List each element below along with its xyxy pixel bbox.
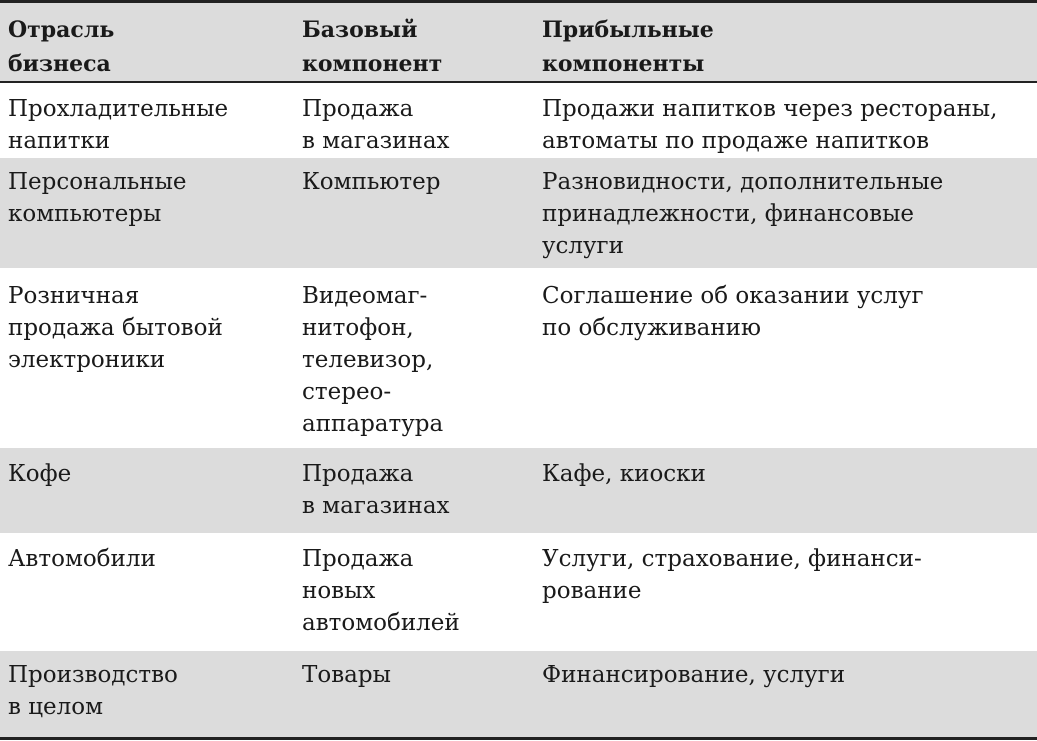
cell-profit-components: Разновидности, дополнительные принадлежности, финансовые услуги xyxy=(542,169,944,259)
table-row xyxy=(0,83,1037,158)
cell-base-component: Продажа новых автомобилей xyxy=(302,546,460,636)
header-base-component: Базовый компонент xyxy=(302,17,443,77)
cell-profit-components: Финансирование, услуги xyxy=(542,662,846,688)
cell-profit-components: Соглашение об оказании услуг по обслуживанию xyxy=(542,283,924,341)
cell-base-component: Товары xyxy=(302,662,391,688)
cell-industry: Розничная продажа бытовой электроники xyxy=(8,283,223,373)
table-header-row xyxy=(0,3,1037,83)
cell-base-component: Продажа в магазинах xyxy=(302,96,450,154)
cell-industry: Персональные компьютеры xyxy=(8,169,187,227)
header-profit-components: Прибыльные компоненты xyxy=(542,17,714,77)
table-bottom-rule xyxy=(0,737,1037,740)
cell-base-component: Видеомаг- нитофон, телевизор, стерео- аппаратура xyxy=(302,283,444,437)
table-row xyxy=(0,533,1037,651)
cell-base-component: Компьютер xyxy=(302,169,441,195)
table-row xyxy=(0,448,1037,533)
cell-profit-components: Услуги, страхование, финанси- рование xyxy=(542,546,922,604)
cell-base-component: Продажа в магазинах xyxy=(302,461,450,519)
table-row xyxy=(0,651,1037,737)
cell-industry: Производство в целом xyxy=(8,662,178,720)
cell-industry: Автомобили xyxy=(8,546,156,572)
cell-profit-components: Продажи напитков через рестораны, автоматы по продаже напитков xyxy=(542,96,998,154)
header-industry: Отрасль бизнеса xyxy=(8,17,115,77)
cell-industry: Прохладительные напитки xyxy=(8,96,229,154)
cell-profit-components: Кафе, киоски xyxy=(542,461,706,487)
cell-industry: Кофе xyxy=(8,461,72,487)
table-row xyxy=(0,158,1037,268)
table-row xyxy=(0,268,1037,448)
